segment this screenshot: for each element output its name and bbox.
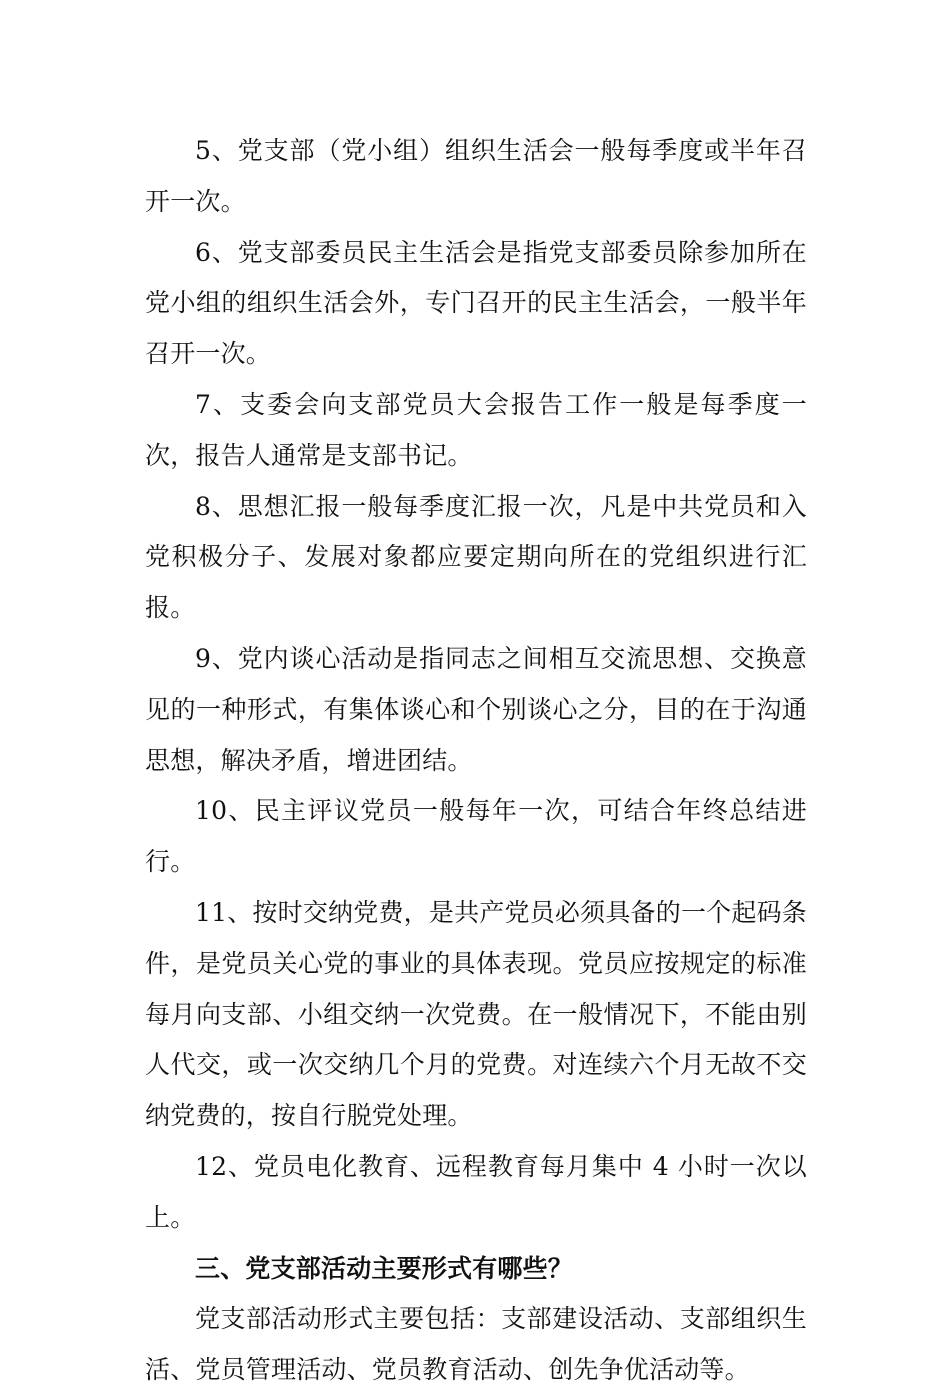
- paragraph-item-12: 12、党员电化教育、远程教育每月集中 4 小时一次以上。: [145, 1151, 807, 1232]
- section-heading: 三、党支部活动主要形式有哪些？: [195, 1253, 574, 1283]
- closing-paragraph: 党支部活动形式主要包括：支部建设活动、支部组织生活、党员管理活动、党员教育活动、创先争优活动等。: [145, 1304, 807, 1385]
- paragraph-item-6: 6、党支部委员民主生活会是指党支部委员除参加所在党小组的组织生活会外，专门召开的民主生活会，一般半年召开一次。: [145, 237, 807, 369]
- paragraph-item-10: 10、民主评议党员一般每年一次，可结合年终总结进行。: [145, 796, 807, 877]
- document-page: [145, 126, 807, 1396]
- paragraph-item-8: 8、思想汇报一般每季度汇报一次，凡是中共党员和入党积极分子、发展对象都应要定期向所在的党组织进行汇报。: [145, 491, 807, 623]
- paragraph-item-7: 7、支委会向支部党员大会报告工作一般是每季度一次，报告人通常是支部书记。: [145, 389, 807, 470]
- paragraph-item-9: 9、党内谈心活动是指同志之间相互交流思想、交换意见的一种形式，有集体谈心和个别谈心之分，目的在于沟通思想，解决矛盾，增进团结。: [145, 643, 807, 775]
- paragraph-item-5: 5、党支部（党小组）组织生活会一般每季度或半年召开一次。: [145, 136, 807, 216]
- paragraph-item-11: 11、按时交纳党费，是共产党员必须具备的一个起码条件，是党员关心党的事业的具体表现。党员应按规定的标准每月向支部、小组交纳一次党费。在一般情况下，不能由别人代交，或一次交纳几个月的党费。对连续六个月无故不交纳党费的，按自行脱党处理。: [145, 897, 807, 1131]
